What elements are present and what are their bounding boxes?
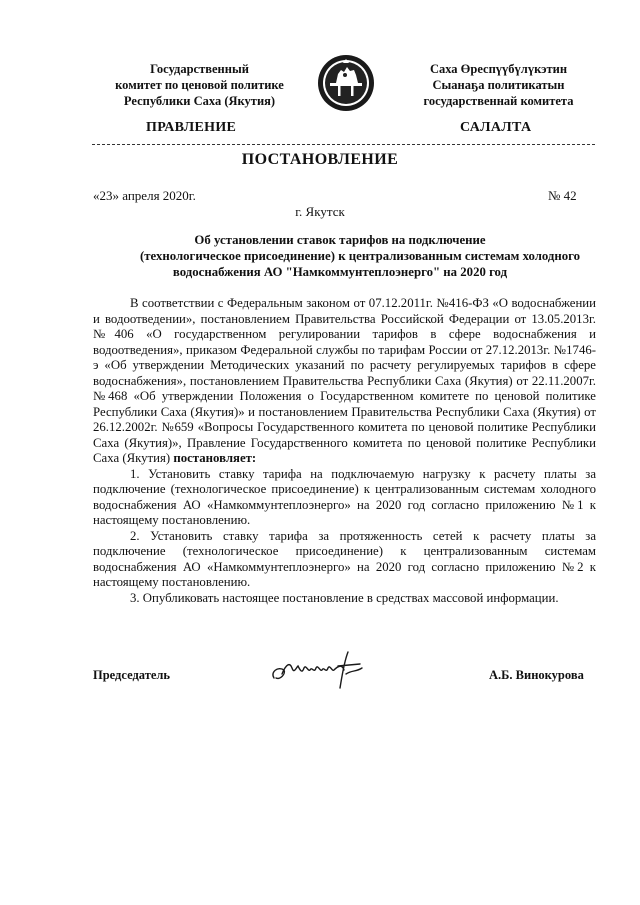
agency-name-line: Саха Өреспүүбүлүкэтин xyxy=(429,62,568,76)
document-title: ПОСТАНОВЛЕНИЕ xyxy=(241,151,399,168)
decree-item-3: 3. Опубликовать настоящее постановление в средствах массовой информации. xyxy=(130,590,559,605)
document-city: г. Якутск xyxy=(295,204,345,219)
agency-name-line: государственнай комитета xyxy=(423,94,574,108)
signatory-role: Председатель xyxy=(93,668,171,682)
agency-name-russian xyxy=(92,61,307,109)
agency-name-line: Государственный xyxy=(150,62,249,76)
signatory-name: А.Б. Винокурова xyxy=(489,668,584,682)
coat-of-arms-emblem xyxy=(316,53,376,113)
board-label-russian: ПРАВЛЕНИЕ xyxy=(146,120,237,135)
preamble-paragraph xyxy=(93,296,596,467)
decree-item-1: 1. Установить ставку тарифа на подключаемую нагрузку к расчету платы за подключение (технологическое присоединение) к централизованным системам холодного водоснабжения АО «Намкоммунтеплоэнерго» на 2020 год согласно приложению №1 к настоящему постановлению. xyxy=(93,466,596,527)
decree-word: постановляет: xyxy=(173,451,257,465)
document-subject xyxy=(140,232,581,280)
preamble-text: В соответствии с Федеральным законом от 07.12.2011г. №416-ФЗ «О водоснабжении и водоотведении», постановлением Правительства Российской Федерации от 13.05.2013г. №406 «О государственном регулировании тарифов в сфере водоснабжения и водоотведения», приказом Федеральной службы по тарифам России от 27.12.2013г. №1746-э «Об утверждении Методических указаний по расчету регулируемых тарифов в сфере водоснабжения», постановлением Правительства Республики Саха (Якутия) от 22.11.2007г. №468 «Об утверждении Положения о Государственном комитете по ценовой политике Республики Саха (Якутия)» и постановлением Правительства Республики Саха (Якутия) от 26.12.2002г. №659 «Вопросы Государственного комитета по ценовой политике Республики Саха (Якутия)», Правление Государственного комитета по ценовой политике Республики Саха (Якутия) xyxy=(93,296,596,465)
subject-line: Об установлении ставок тарифов на подключение xyxy=(194,233,486,247)
document-number: № 42 xyxy=(548,188,577,203)
decree-item-2: 2. Установить ставку тарифа за протяженность сетей к расчету платы за подключение (технологическое присоединение) к централизованным системам водоснабжения АО «Намкоммунтеплоэнерго» на 2020 год согласно приложению №2 к настоящему постановлению. xyxy=(93,528,596,589)
document-date: «23» апреля 2020г. xyxy=(93,188,196,203)
handwritten-signature xyxy=(268,648,378,692)
subject-line: (технологическое присоединение) к централизованным системам холодного xyxy=(140,249,581,263)
document-body xyxy=(93,296,596,606)
subject-line: водоснабжения АО "Намкоммунтеплоэнерго" на 2020 год xyxy=(172,265,508,279)
agency-name-line: Сыанаҕа политикатын xyxy=(432,78,565,92)
agency-name-line: Республики Саха (Якутия) xyxy=(123,94,276,108)
header-divider xyxy=(92,144,595,145)
agency-name-line: комитет по ценовой политике xyxy=(115,78,284,92)
agency-name-sakha xyxy=(386,61,611,109)
board-label-sakha: САЛАЛТА xyxy=(460,120,532,135)
